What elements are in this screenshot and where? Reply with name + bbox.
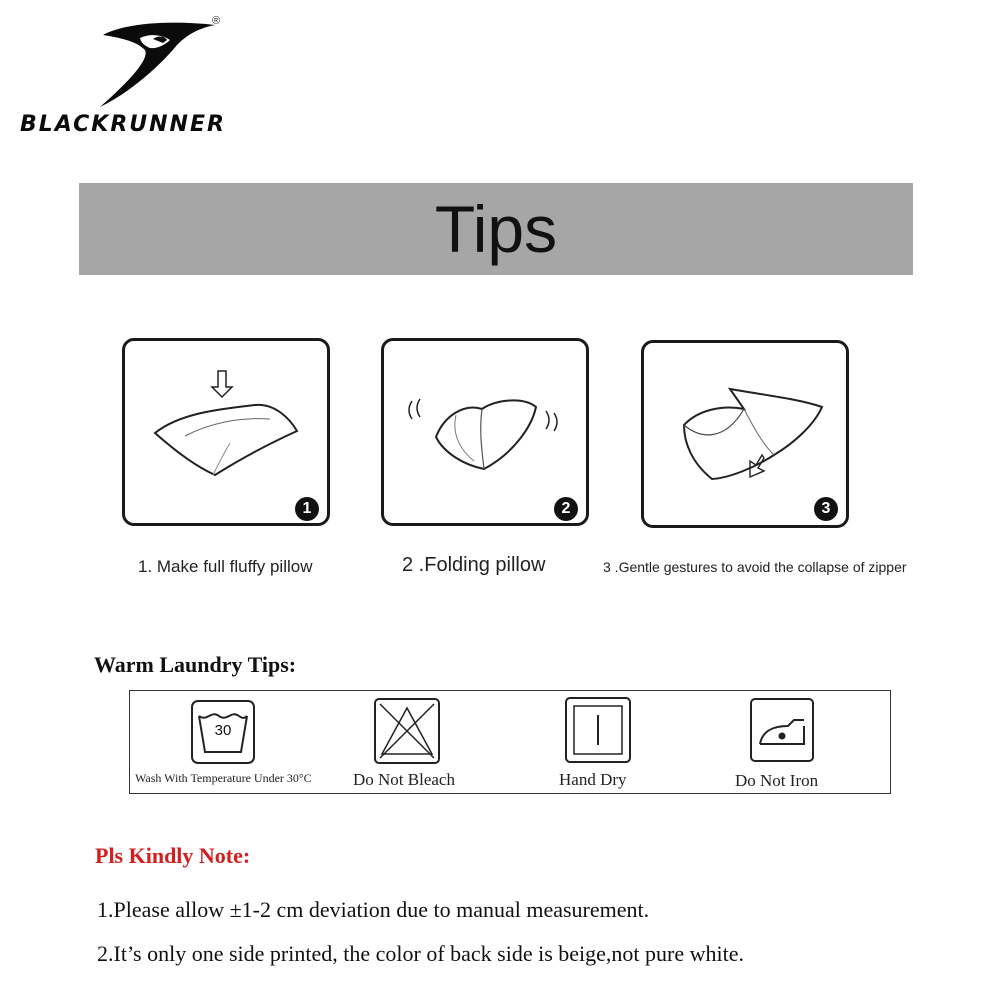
wash-30-icon xyxy=(191,700,255,764)
care-label-dry: Hand Dry xyxy=(559,770,627,789)
folding-pillow-icon xyxy=(384,341,586,523)
brand-logo-icon xyxy=(95,15,230,110)
note-line-2: 2.It’s only one side printed, the color of back side is beige,not pure white. xyxy=(97,941,745,966)
care-label-iron: Do Not Iron xyxy=(735,771,819,790)
note-heading: Pls Kindly Note: xyxy=(95,843,251,868)
registered-mark: ® xyxy=(212,15,221,27)
step-card-2 xyxy=(381,338,589,526)
step-badge-1: 1 xyxy=(295,497,319,521)
step-card-1 xyxy=(122,338,330,526)
care-label-bleach: Do Not Bleach xyxy=(353,770,455,789)
step-card-3 xyxy=(641,340,849,528)
step-badge-2: 2 xyxy=(554,497,578,521)
step-badge-3: 3 xyxy=(814,497,838,521)
care-label-wash: Wash With Temperature Under 30°C xyxy=(135,771,312,785)
zipper-pillow-icon xyxy=(644,343,846,525)
wash-temp: 30 xyxy=(214,722,232,739)
step-caption-1: 1. Make full fluffy pillow xyxy=(138,557,313,576)
hand-dry-icon xyxy=(565,697,631,763)
brand-name: BLACKRUNNER xyxy=(20,112,226,137)
do-not-bleach-icon xyxy=(374,698,440,764)
note-line-1: 1.Please allow ±1-2 cm deviation due to manual measurement. xyxy=(97,897,650,922)
fluff-pillow-icon xyxy=(125,341,327,523)
tips-title: Tips xyxy=(434,192,558,266)
step-caption-3: 3 .Gentle gestures to avoid the collapse of zipper xyxy=(603,559,907,575)
laundry-heading: Warm Laundry Tips: xyxy=(94,652,297,677)
tips-banner xyxy=(79,183,913,275)
do-not-iron-icon xyxy=(750,698,814,762)
step-caption-2: 2 .Folding pillow xyxy=(402,554,546,576)
